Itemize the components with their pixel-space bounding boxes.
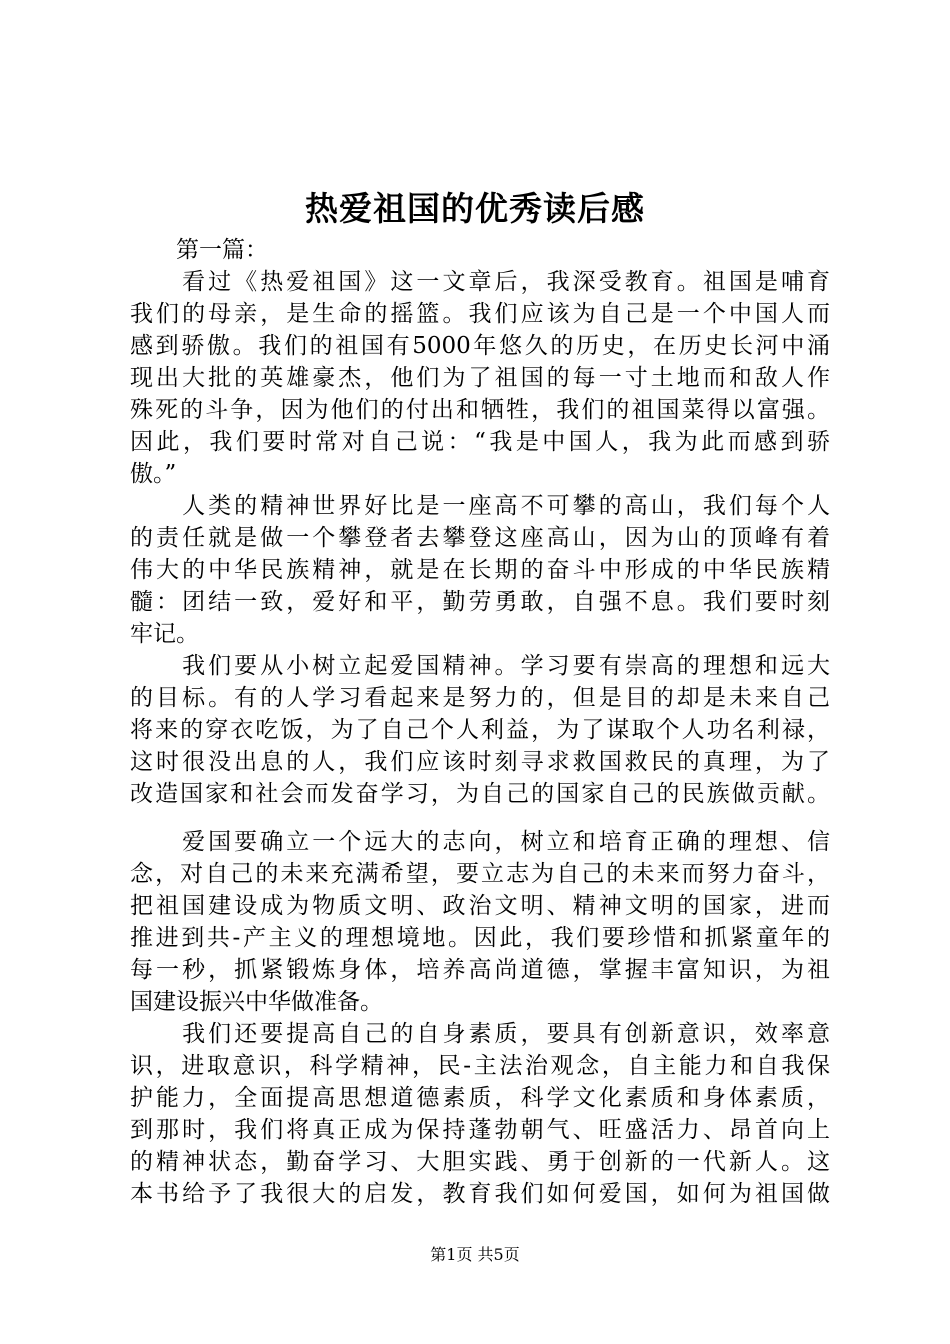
text-line: 爱国要确立一个远大的志向，树立和培育正确的理想、信: [130, 829, 830, 855]
text-line: 把祖国建设成为物质文明、政治文明、精神文明的国家，进而: [130, 893, 830, 919]
text-line: 人类的精神世界好比是一座高不可攀的高山，我们每个人: [130, 493, 830, 519]
text-line: 本书给予了我很大的启发，教育我们如何爱国，如何为祖国做: [130, 1181, 830, 1207]
text-line: 改造国家和社会而发奋学习，为自己的国家自己的民族做贡献。: [130, 781, 830, 807]
text-line: 髓：团结一致，爱好和平，勤劳勇敢，自强不息。我们要时刻: [130, 589, 830, 615]
text-line: 识，进取意识，科学精神，民-主法治观念，自主能力和自我保: [130, 1053, 830, 1079]
text-line: 护能力，全面提高思想道德素质，科学文化素质和身体素质，: [130, 1085, 830, 1111]
text-line: 感到骄傲。我们的祖国有5000年悠久的历史，在历史长河中涌: [130, 333, 830, 359]
text-line: 我们还要提高自己的自身素质，要具有创新意识，效率意: [130, 1021, 830, 1047]
text-line: 每一秒，抓紧锻炼身体，培养高尚道德，掌握丰富知识，为祖: [130, 957, 830, 983]
text-line: 到那时，我们将真正成为保持蓬勃朝气、旺盛活力、昂首向上: [130, 1117, 830, 1143]
text-line: 这时很没出息的人，我们应该时刻寻求救国救民的真理，为了: [130, 749, 830, 775]
text-line: 的目标。有的人学习看起来是努力的，但是目的却是未来自己: [130, 685, 830, 711]
text-line: 我们的母亲，是生命的摇篮。我们应该为自己是一个中国人而: [130, 301, 830, 327]
text-line: 国建设振兴中华做准备。: [130, 989, 383, 1015]
text-line: 的精神状态，勤奋学习、大胆实践、勇于创新的一代新人。这: [130, 1149, 830, 1175]
page-footer: 第1页 共5页: [430, 1245, 520, 1264]
text-line: 第一篇：: [130, 237, 268, 263]
text-line: 伟大的中华民族精神，就是在长期的奋斗中形成的中华民族精: [130, 557, 830, 583]
text-line: 现出大批的英雄豪杰，他们为了祖国的每一寸土地而和敌人作: [130, 365, 830, 391]
text-line: 念，对自己的未来充满希望，要立志为自己的未来而努力奋斗，: [130, 861, 830, 887]
text-line: 我们要从小树立起爱国精神。学习要有崇高的理想和远大: [130, 653, 830, 679]
text-line: 傲。”: [130, 461, 177, 487]
text-line: 的责任就是做一个攀登者去攀登这座高山，因为山的顶峰有着: [130, 525, 830, 551]
document-title: 热爱祖国的优秀读后感: [305, 189, 645, 228]
text-line: 将来的穿衣吃饭，为了自己个人利益，为了谋取个人功名利禄，: [130, 717, 830, 743]
text-line: 看过《热爱祖国》这一文章后，我深受教育。祖国是哺育: [130, 269, 830, 295]
text-line: 因此，我们要时常对自己说：“我是中国人，我为此而感到骄: [130, 429, 830, 455]
text-line: 推进到共-产主义的理想境地。因此，我们要珍惜和抓紧童年的: [130, 925, 830, 951]
text-line: 殊死的斗争，因为他们的付出和牺牲，我们的祖国菜得以富强。: [130, 397, 830, 423]
text-line: 牢记。: [130, 621, 199, 647]
